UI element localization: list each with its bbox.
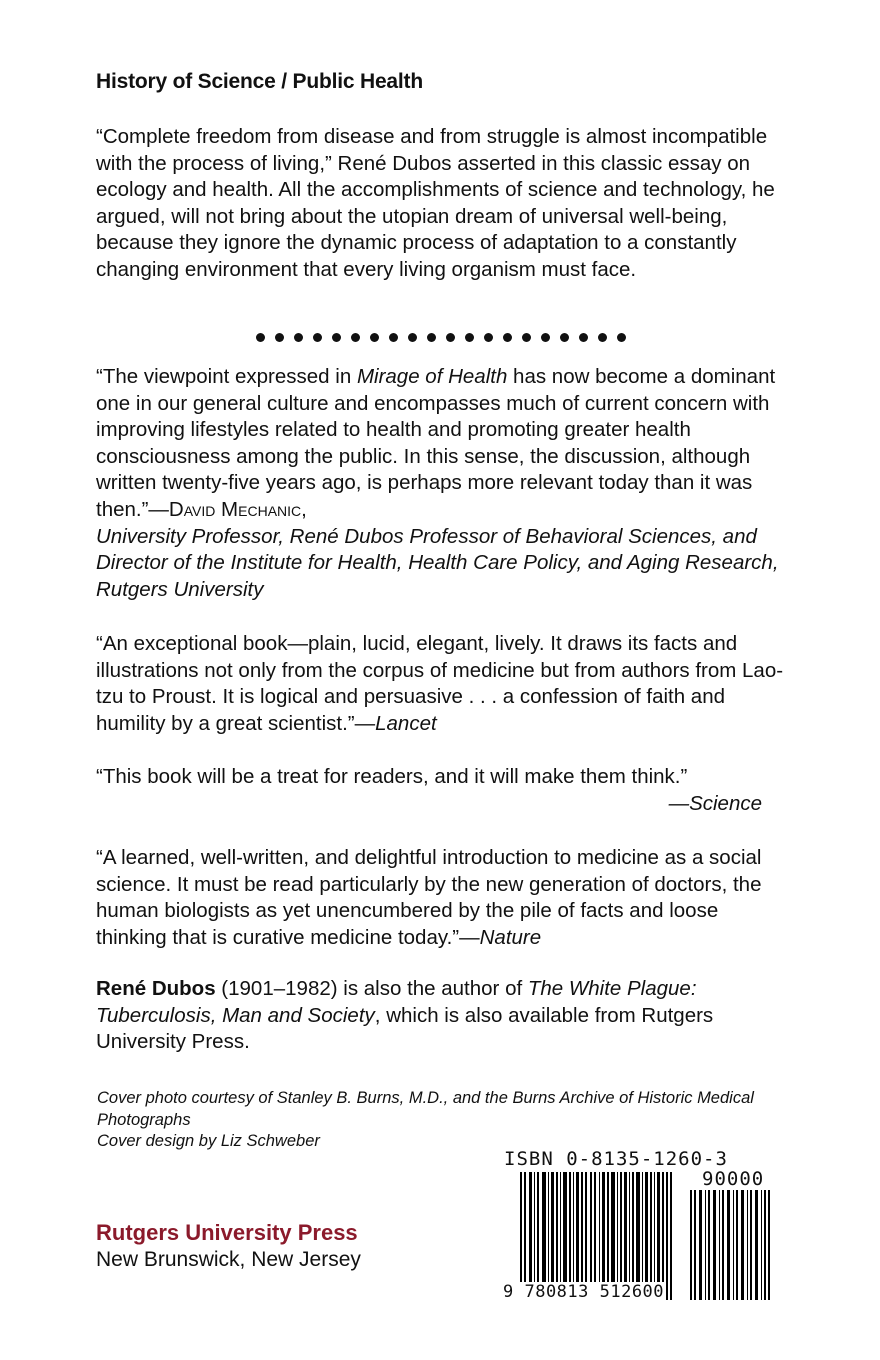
category-heading: History of Science / Public Health <box>96 70 423 93</box>
quote-source: —Science <box>668 791 762 815</box>
dot-divider <box>256 333 626 342</box>
other-book-title: The White Plague: Tuberculosis, Man and Society <box>96 977 697 1027</box>
price-code: 90000 <box>702 1168 765 1190</box>
quote-author: David Mechanic <box>168 497 302 521</box>
review-quote-science: “This book will be a treat for readers, and it will make them think.” —Science <box>96 764 786 817</box>
ean-digits: 9 780813 512600 <box>503 1282 665 1302</box>
intro-paragraph: “Complete freedom from disease and from struggle is almost incompatible with the process of living,” René Dubos asserted in this classic essay on ecology and health. All the accomplishments of science and technology, he argued, will not bring about the utopian dream of universal well-being, because they ignore the dynamic process of adaptation to a constantly changing environment that every living organism must face. <box>96 125 775 281</box>
photo-credit: Cover photo courtesy of Stanley B. Burns, M.D., and the Burns Archive of Historic Medical Photographs <box>97 1089 754 1129</box>
review-quote-mechanic: “The viewpoint expressed in Mirage of Health has now become a dominant one in our general culture and encompasses much of current concern with improving lifestyles related to health and promoting greater health consciousness among the public. In this sense, the discussion, although written twenty-five years ago, is perhaps more relevant today than it was then.”—David Mechanic, University Professor, René Dubos Professor of Behavioral Sciences, and Director of the Institute for Health, Health Care Policy, and Aging Research, Rutgers University <box>96 365 779 601</box>
isbn-label: ISBN 0-8135-1260-3 <box>504 1148 728 1170</box>
publisher-place: New Brunswick, New Jersey <box>96 1248 361 1271</box>
review-quote-lancet: “An exceptional book—plain, lucid, elegant, lively. It draws its facts and illustrations not only from the corpus of medicine but from authors from Lao-tzu to Proust. It is logical and persuasive . . . a confession of faith and humility by a great scientist.”—Lancet <box>96 632 784 735</box>
ean-barcode <box>520 1172 680 1300</box>
author-name: René Dubos <box>96 977 216 1000</box>
book-title: Mirage of Health <box>356 365 508 388</box>
review-quote-nature: “A learned, well-written, and delightful introduction to medicine as a social science. It must be read particularly by the new generation of doctors, the human biologists as yet unencumbered by the pile of facts and loose thinking that is curative medicine today.”—Nature <box>96 846 762 949</box>
quote-affiliation: University Professor, René Dubos Professor of Behavioral Sciences, and Director of the Institute for Health, Health Care Policy, and Aging Research, Rutgers University <box>96 524 779 601</box>
author-bio: René Dubos (1901–1982) is also the author of The White Plague: Tuberculosis, Man and Society, which is also available from Rutgers University Press. <box>96 977 714 1054</box>
publisher-name: Rutgers University Press <box>96 1220 358 1245</box>
design-credit: Cover design by Liz Schweber <box>97 1132 320 1150</box>
quote-source: Nature <box>479 925 542 949</box>
addon-barcode <box>690 1190 770 1300</box>
quote-source: Lancet <box>375 711 437 735</box>
cover-credits <box>97 1088 777 1153</box>
